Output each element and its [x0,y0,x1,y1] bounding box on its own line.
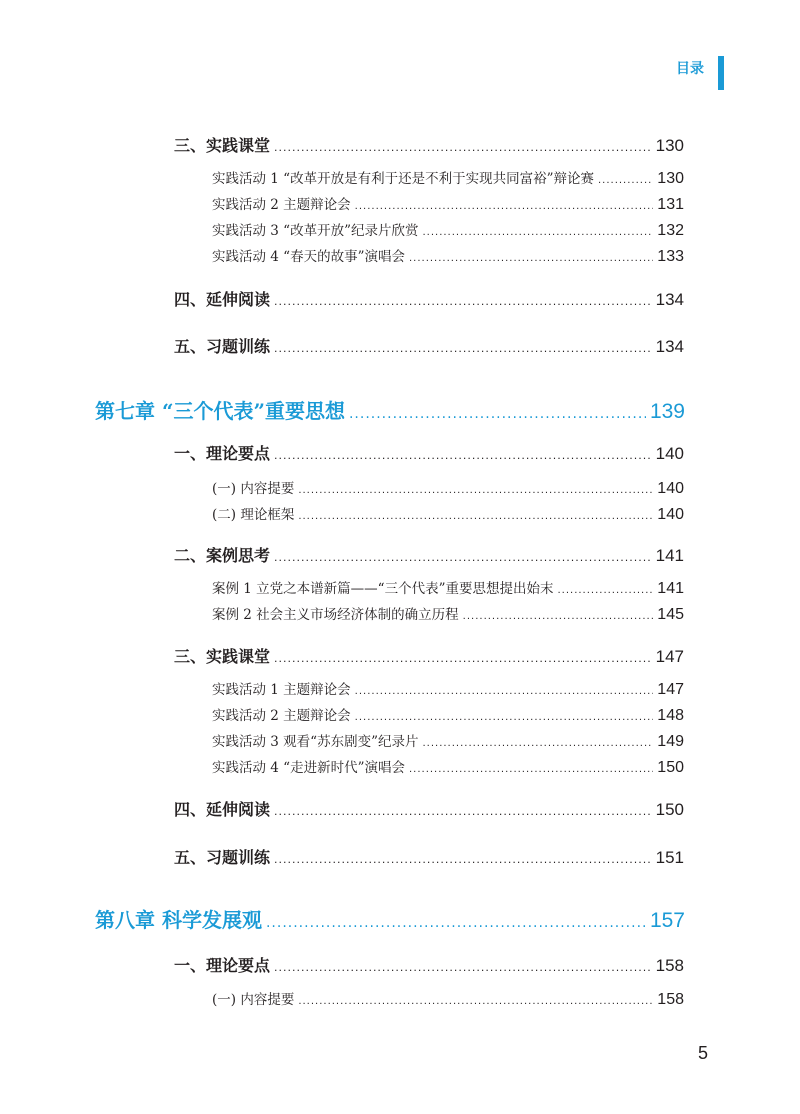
toc-entry-page: 140 [655,444,684,463]
toc-entry-page: 131 [657,196,684,213]
toc-entry-title: 第八章 科学发展观 [95,908,262,932]
toc-entry-page: 147 [655,647,684,666]
toc-entry-title: 实践活动 1 主题辩论会 [212,682,351,698]
toc-entry-title: 一、理论要点 [174,956,271,975]
toc-leader [274,961,652,974]
toc-entry-page: 132 [657,222,684,239]
toc-entry-title: 案例 2 社会主义市场经济体制的确立历程 [212,607,459,623]
toc-entry-page: 130 [655,136,684,155]
toc-section-entry[interactable] [174,644,684,667]
toc-entry-page: 158 [657,991,684,1008]
toc-leader [355,686,654,697]
toc-leader [274,295,652,308]
toc-entry-page: 133 [657,248,684,265]
toc-leader [422,227,653,238]
toc-section-entry[interactable] [174,845,684,868]
toc-leader [266,915,646,931]
toc-entry-page: 157 [649,909,685,932]
toc-entry-page: 140 [657,480,684,497]
toc-entry-page: 140 [657,506,684,523]
toc-leader [298,485,653,496]
toc-entry-title: 实践活动 3 “改革开放”纪录片欣赏 [212,223,419,239]
toc-leader [409,764,653,775]
toc-entry-title: 二、案例思考 [174,546,271,565]
toc-sub-entry[interactable] [212,245,684,266]
toc-sub-entry[interactable] [212,167,684,188]
running-head-bar [718,56,724,90]
toc-entry-page: 134 [655,290,684,309]
toc-section-entry[interactable] [174,334,684,357]
toc-leader [274,853,652,866]
toc-entry-title: 一、理论要点 [174,444,271,463]
toc-entry-title: 实践活动 1 “改革开放是有利于还是不利于实现共同富裕”辩论赛 [212,171,594,187]
toc-leader [409,253,653,264]
toc-entry-title: (一) 内容提要 [212,481,295,497]
toc-leader [463,611,654,622]
toc-section-entry[interactable] [174,441,684,464]
toc-section-entry[interactable] [174,543,684,566]
toc-entry-title: 实践活动 3 观看“苏东剧变”纪录片 [212,734,419,750]
toc-entry-page: 151 [655,848,684,867]
toc-entry-title: 三、实践课堂 [174,647,271,666]
toc-entry-page: 158 [655,956,684,975]
toc-leader [274,342,652,355]
toc-entry-title: (二) 理论框架 [212,507,295,523]
toc-leader [355,201,654,212]
toc-entry-page: 149 [657,733,684,750]
toc-leader [274,551,652,564]
toc-section-entry[interactable] [174,287,684,310]
toc-sub-entry[interactable] [212,603,684,624]
toc-entry-page: 150 [657,759,684,776]
page-number: 5 [697,1043,708,1063]
toc-leader [274,141,652,154]
toc-sub-entry[interactable] [212,577,684,598]
toc-sub-entry[interactable] [212,756,684,777]
toc-entry-title: 实践活动 2 主题辩论会 [212,197,351,213]
toc-entry-title: 五、习题训练 [174,337,271,356]
toc-entry-title: 四、延伸阅读 [174,290,271,309]
toc-leader [298,511,653,522]
toc-entry-title: (一) 内容提要 [212,992,295,1008]
toc-leader [355,712,654,723]
toc-entry-title: 实践活动 2 主题辩论会 [212,708,351,724]
toc-leader [274,805,652,818]
toc-entry-page: 148 [657,707,684,724]
toc-entry-page: 141 [657,580,684,597]
toc-entry-title: 第七章 “三个代表”重要思想 [95,399,345,423]
toc-entry-page: 134 [655,337,684,356]
toc-leader [422,738,653,749]
toc-chapter-entry[interactable] [95,904,685,933]
toc-entry-page: 139 [649,400,685,423]
running-head: 目录 [676,61,704,77]
toc-sub-entry[interactable] [212,704,684,725]
toc-sub-entry[interactable] [212,477,684,498]
toc-section-entry[interactable] [174,953,684,976]
toc-sub-entry[interactable] [212,730,684,751]
toc-section-entry[interactable] [174,133,684,156]
toc-entry-page: 150 [655,800,684,819]
toc-leader [557,585,653,596]
toc-section-entry[interactable] [174,797,684,820]
toc-entry-page: 147 [657,681,684,698]
toc-sub-entry[interactable] [212,988,684,1009]
toc-leader [274,652,652,665]
toc-leader [298,996,653,1007]
toc-sub-entry[interactable] [212,219,684,240]
toc-entry-title: 实践活动 4 “走进新时代”演唱会 [212,760,405,776]
toc-entry-page: 130 [657,170,684,187]
toc-chapter-entry[interactable] [95,395,685,424]
toc-entry-title: 四、延伸阅读 [174,800,271,819]
toc-leader [598,175,653,186]
toc-sub-entry[interactable] [212,678,684,699]
toc-sub-entry[interactable] [212,193,684,214]
toc-sub-entry[interactable] [212,503,684,524]
toc-entry-title: 案例 1 立党之本谱新篇——“三个代表”重要思想提出始末 [212,581,554,597]
toc-entry-page: 141 [655,546,684,565]
toc-entry-page: 145 [657,606,684,623]
toc-leader [274,449,652,462]
toc-entry-title: 实践活动 4 “春天的故事”演唱会 [212,249,405,265]
toc-entry-title: 三、实践课堂 [174,136,271,155]
toc-entry-title: 五、习题训练 [174,848,271,867]
toc-leader [349,406,646,422]
